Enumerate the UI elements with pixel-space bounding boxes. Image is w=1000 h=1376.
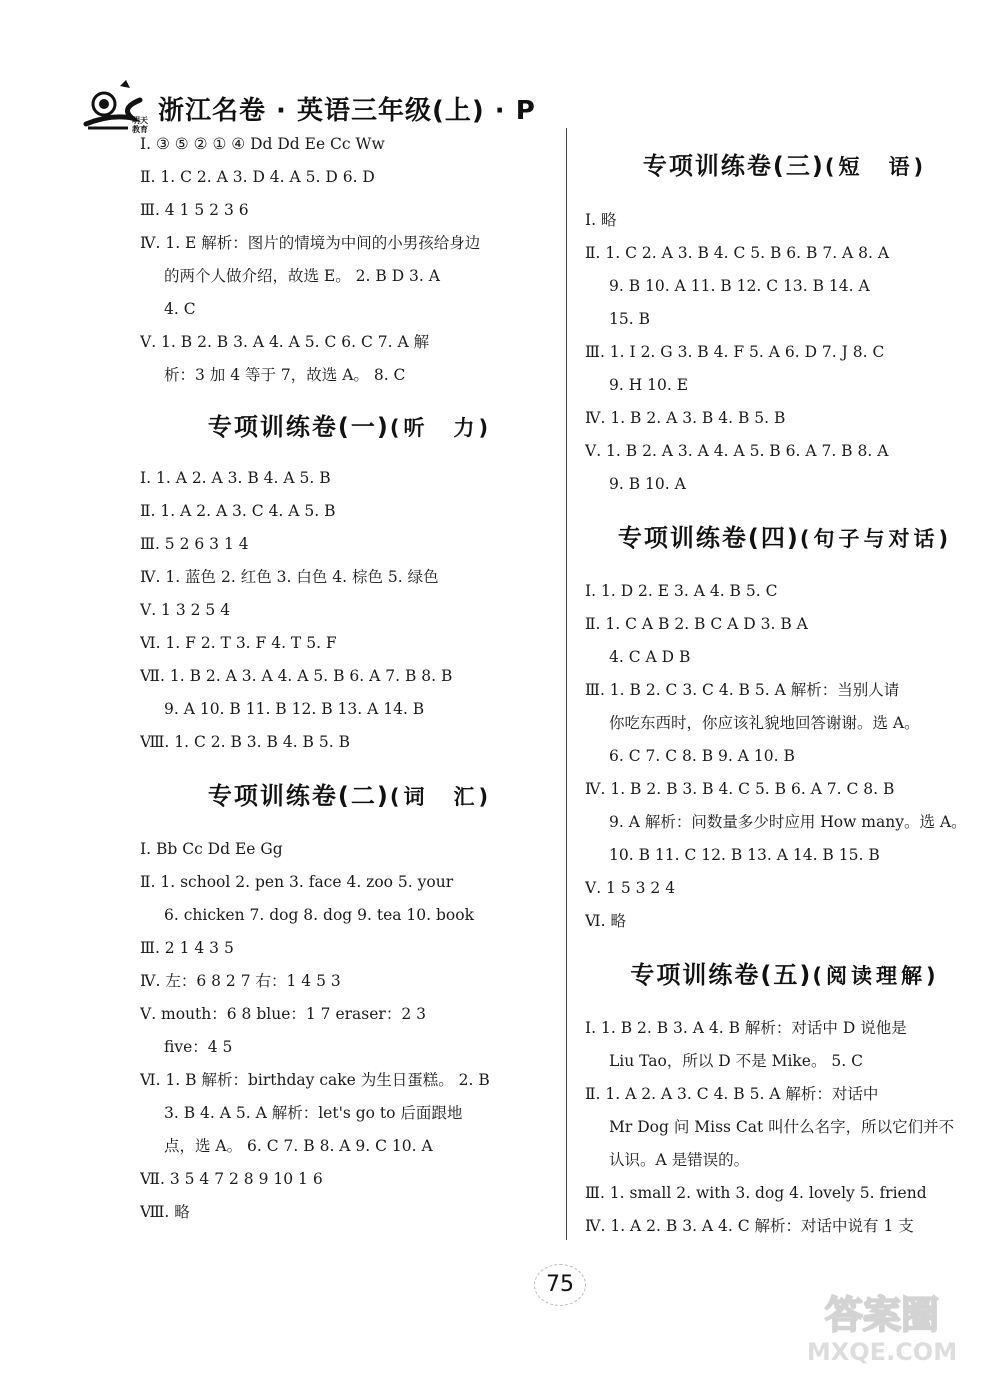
answer-line: Ⅲ. 1. small 2. with 3. dog 4. lovely 5. friend [585,1184,927,1202]
section-title-main: 专项训练卷(二) [207,782,390,810]
logo-label: 明天教育 [132,116,148,134]
answer-line: Ⅴ. 1. B 2. B 3. A 4. A 5. C 6. C 7. A 解 [140,333,430,351]
watermark-label: 答案圈 [824,1293,940,1337]
answer-line: Ⅳ. 1. A 2. B 3. A 4. C 解析：对话中说有 1 支 [585,1217,914,1235]
section-title [585,501,985,575]
page-number-badge [528,1262,592,1308]
watermark-logo-icon [782,1278,982,1368]
answer-line: 9. B 10. A 11. B 12. C 13. B 14. A [609,277,870,295]
answer-line: Ⅳ. 1. B 2. B 3. B 4. C 5. B 6. A 7. C 8. B [585,780,895,798]
column-divider [566,128,567,1240]
answer-line: Ⅴ. 1. B 2. A 3. A 4. A 5. B 6. A 7. B 8. A [585,442,889,460]
right-answer-column [585,128,985,1243]
section-title [585,938,985,1012]
answer-line: Ⅰ. 1. A 2. A 3. B 4. A 5. B [140,469,331,487]
answer-line: 3. B 4. A 5. A 解析：let's go to 后面跟地 [164,1104,463,1122]
answer-line: Ⅷ. 1. C 2. B 3. B 4. B 5. B [140,733,350,751]
answer-line: Ⅵ. 略 [585,912,626,930]
answer-line: Ⅴ. 1 5 3 2 4 [585,879,676,897]
answer-line: 9. B 10. A [609,475,686,493]
answer-line: Ⅲ. 4 1 5 2 3 6 [140,201,249,219]
answer-line: Ⅳ. 1. 蓝色 2. 红色 3. 白色 4. 棕色 5. 绿色 [140,568,439,586]
section-title-subject: (短 语) [824,155,928,179]
answer-line: Ⅵ. 1. F 2. T 3. F 4. T 5. F [140,634,337,652]
answer-line: Ⅲ. 1. I 2. G 3. B 4. F 5. A 6. D 7. J 8. C [585,343,885,361]
answer-line: Ⅱ. 1. C A B 2. B C A D 3. B A [585,615,808,633]
answer-line: 6. C 7. C 8. B 9. A 10. B [609,747,795,765]
answer-line: Ⅲ. 2 1 4 3 5 [140,939,234,957]
answer-line: Ⅳ. 左：6 8 2 7 右：1 4 5 3 [140,972,341,990]
answer-line: 4. C A D B [609,648,691,666]
answer-line: Ⅴ. mouth：6 8 blue：1 7 eraser：2 3 [140,1005,426,1023]
answer-line: 15. B [609,310,650,328]
left-answer-column [140,128,560,1229]
answer-line: Ⅵ. 1. B 解析：birthday cake 为生日蛋糕。 2. B [140,1071,490,1089]
section-title-main: 专项训练卷(一) [207,413,390,441]
section-title-main: 专项训练卷(四) [617,524,800,552]
answer-line: 10. B 11. C 12. B 13. A 14. B 15. B [609,846,880,864]
answer-line: Ⅱ. 1. C 2. A 3. B 4. C 5. B 6. B 7. A 8. A [585,244,890,262]
section-title [140,392,560,462]
answer-line: Ⅶ. 3 5 4 7 2 8 9 10 1 6 [140,1170,323,1188]
answer-line: Ⅱ. 1. A 2. A 3. C 4. B 5. A 解析：对话中 [585,1085,879,1103]
section-title-subject: (句子与对话) [799,527,953,551]
answer-line: Ⅰ. 1. D 2. E 3. A 4. B 5. C [585,582,778,600]
section-title-main: 专项训练卷(五) [630,961,813,989]
answer-line: Ⅰ. 略 [585,211,617,229]
section-title-subject: (词 汇) [389,785,493,809]
answer-line: Ⅶ. 1. B 2. A 3. A 4. A 5. B 6. A 7. B 8. B [140,667,453,685]
answer-line: five：4 5 [164,1038,233,1056]
section-title [585,128,985,204]
answer-line: 9. A 10. B 11. B 12. B 13. A 14. B [164,700,425,718]
answer-line: Ⅰ. Bb Cc Dd Ee Gg [140,840,283,858]
answer-line: Ⅲ. 1. B 2. C 3. C 4. B 5. A 解析：当别人请 [585,681,900,699]
answer-line: Ⅱ. 1. school 2. pen 3. face 4. zoo 5. your [140,873,454,891]
section-title-main: 专项训练卷(三) [642,152,825,180]
answer-line: 你吃东西时，你应该礼貌地回答谢谢。选 A。 [609,714,920,732]
answer-line: Ⅲ. 5 2 6 3 1 4 [140,535,249,553]
answer-line: Ⅰ. 1. B 2. B 3. A 4. B 解析：对话中 D 说他是 [585,1019,907,1037]
answer-line: Mr Dog 问 Miss Cat 叫什么名字，所以它们并不 [609,1118,955,1136]
book-title: 浙江名卷 · 英语三年级(上) · P [158,96,536,126]
answer-line: Liu Tao，所以 D 不是 Mike。 5. C [609,1052,863,1070]
answer-line: 4. C [164,300,196,318]
answer-line: Ⅳ. 1. B 2. A 3. B 4. B 5. B [585,409,786,427]
answer-line: 9. H 10. E [609,376,689,394]
answer-line: Ⅳ. 1. E 解析：图片的情境为中间的小男孩给身边 [140,234,481,252]
answer-line: Ⅱ. 1. A 2. A 3. C 4. A 5. B [140,502,336,520]
section-title [140,759,560,833]
answer-line: Ⅱ. 1. C 2. A 3. D 4. A 5. D 6. D [140,168,375,186]
page-number: 75 [546,1272,574,1297]
section-title-subject: (阅读理解) [812,964,940,988]
answer-line: 认识。A 是错误的。 [609,1151,750,1169]
answer-line: 9. A 解析：问数量多少时应用 How many。选 A。 [609,813,967,831]
answer-line: 6. chicken 7. dog 8. dog 9. tea 10. book [164,906,474,924]
section-title-subject: (听 力) [389,416,493,440]
answer-line: Ⅷ. 略 [140,1203,190,1221]
answer-line: 的两个人做介绍，故选 E。 2. B D 3. A [164,267,440,285]
watermark-domain: MXQE.COM [806,1338,958,1366]
answer-line: Ⅴ. 1 3 2 5 4 [140,601,231,619]
answer-line: Ⅰ. ③ ⑤ ② ① ④ Dd Dd Ee Cc Ww [140,135,385,153]
answer-line: 析：3 加 4 等于 7，故选 A。 8. C [164,366,406,384]
answer-line: 点，选 A。 6. C 7. B 8. A 9. C 10. A [164,1137,433,1155]
